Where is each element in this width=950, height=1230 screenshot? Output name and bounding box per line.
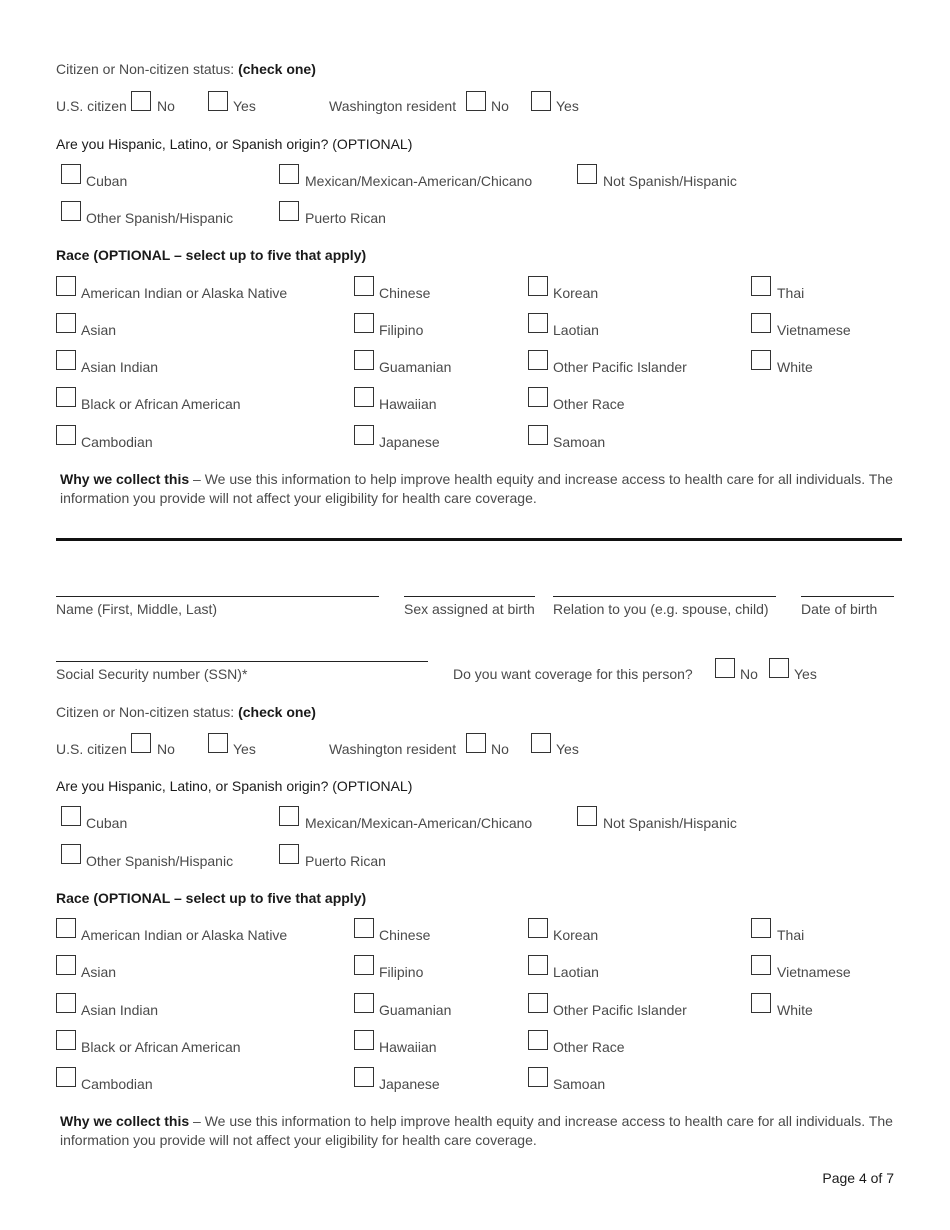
race-label: Other Pacific Islander xyxy=(553,359,687,375)
citizen-status-label: Citizen or Non-citizen status: (check one) xyxy=(56,61,316,77)
hispanic-option-label: Mexican/Mexican-American/Chicano xyxy=(305,173,533,189)
wa-resident-no-checkbox[interactable] xyxy=(466,91,486,111)
hispanic-other-checkbox[interactable] xyxy=(61,201,81,221)
us-citizen-label: U.S. citizen xyxy=(56,98,127,114)
race-label: Laotian xyxy=(553,322,599,338)
hispanic-option-label: Other Spanish/Hispanic xyxy=(86,210,234,226)
race-checkbox[interactable] xyxy=(354,350,374,370)
race-label: Vietnamese xyxy=(777,322,851,338)
race-checkbox[interactable] xyxy=(56,387,76,407)
hispanic-question: Are you Hispanic, Latino, or Spanish origin? (OPTIONAL) xyxy=(56,778,413,794)
race-label: Filipino xyxy=(379,964,424,980)
race-checkbox[interactable] xyxy=(751,993,771,1013)
race-checkbox[interactable] xyxy=(528,955,548,975)
race-checkbox[interactable] xyxy=(751,918,771,938)
yes-label: Yes xyxy=(233,741,256,757)
us-citizen-label: U.S. citizen xyxy=(56,741,127,757)
ssn-line[interactable] xyxy=(56,661,428,662)
race-checkbox[interactable] xyxy=(354,1030,374,1050)
race-checkbox[interactable] xyxy=(354,276,374,296)
no-label: No xyxy=(491,98,509,114)
hispanic-puerto-rican-checkbox[interactable] xyxy=(279,201,299,221)
us-citizen-yes-checkbox[interactable] xyxy=(208,91,228,111)
race-label: Black or African American xyxy=(81,396,241,412)
race-label: Filipino xyxy=(379,322,424,338)
no-label: No xyxy=(157,741,175,757)
race-label: Guamanian xyxy=(379,359,452,375)
page-number: Page 4 of 7 xyxy=(822,1170,894,1186)
race-checkbox[interactable] xyxy=(56,313,76,333)
why-we-collect-note: Why we collect this – We use this information to help improve health equity and increase access to health care for all individuals. The information you provide will not affect your eligibility for health care coverage. xyxy=(60,1113,893,1148)
yes-label: Yes xyxy=(233,98,256,114)
race-label: Asian xyxy=(81,964,117,980)
section-divider xyxy=(56,538,902,541)
wa-resident-no-checkbox[interactable] xyxy=(466,733,486,753)
race-label: Cambodian xyxy=(81,434,153,450)
race-label: Asian Indian xyxy=(81,359,159,375)
race-label: American Indian or Alaska Native xyxy=(81,927,288,943)
us-citizen-yes-checkbox[interactable] xyxy=(208,733,228,753)
race-checkbox[interactable] xyxy=(354,313,374,333)
hispanic-option-label: Mexican/Mexican-American/Chicano xyxy=(305,815,533,831)
race-checkbox[interactable] xyxy=(528,1067,548,1087)
race-label: Thai xyxy=(777,285,805,301)
hispanic-option-label: Not Spanish/Hispanic xyxy=(603,173,737,189)
hispanic-option-label: Cuban xyxy=(86,815,128,831)
race-checkbox[interactable] xyxy=(528,350,548,370)
race-label: Japanese xyxy=(379,434,440,450)
hispanic-mexican-checkbox[interactable] xyxy=(279,806,299,826)
relation-label: Relation to you (e.g. spouse, child) xyxy=(553,601,769,617)
hispanic-not-checkbox[interactable] xyxy=(577,164,597,184)
no-label: No xyxy=(491,741,509,757)
race-checkbox[interactable] xyxy=(56,1067,76,1087)
yes-label: Yes xyxy=(556,98,579,114)
race-label: Other Pacific Islander xyxy=(553,1002,687,1018)
race-checkbox[interactable] xyxy=(56,918,76,938)
race-checkbox[interactable] xyxy=(528,276,548,296)
race-label: Other Race xyxy=(553,396,625,412)
race-checkbox[interactable] xyxy=(528,425,548,445)
race-question: Race (OPTIONAL – select up to five that apply) xyxy=(56,247,367,263)
hispanic-other-checkbox[interactable] xyxy=(61,844,81,864)
dob-label: Date of birth xyxy=(801,601,878,617)
race-label: Asian xyxy=(81,322,117,338)
race-label: Chinese xyxy=(379,285,431,301)
hispanic-mexican-checkbox[interactable] xyxy=(279,164,299,184)
race-checkbox[interactable] xyxy=(751,313,771,333)
hispanic-option-label: Cuban xyxy=(86,173,128,189)
race-checkbox[interactable] xyxy=(56,993,76,1013)
sex-label: Sex assigned at birth xyxy=(404,601,535,617)
dob-line[interactable] xyxy=(801,596,894,597)
coverage-question: Do you want coverage for this person? xyxy=(453,666,693,682)
no-label: No xyxy=(157,98,175,114)
race-label: Korean xyxy=(553,927,599,943)
race-label: Korean xyxy=(553,285,599,301)
race-label: Vietnamese xyxy=(777,964,851,980)
race-label: Chinese xyxy=(379,927,431,943)
hispanic-question: Are you Hispanic, Latino, or Spanish origin? (OPTIONAL) xyxy=(56,136,413,152)
race-question: Race (OPTIONAL – select up to five that apply) xyxy=(56,890,367,906)
ssn-label: Social Security number (SSN)* xyxy=(56,666,248,682)
race-checkbox[interactable] xyxy=(56,276,76,296)
race-checkbox[interactable] xyxy=(354,955,374,975)
race-checkbox[interactable] xyxy=(528,387,548,407)
hispanic-puerto-rican-checkbox[interactable] xyxy=(279,844,299,864)
race-label: Asian Indian xyxy=(81,1002,159,1018)
yes-label: Yes xyxy=(556,741,579,757)
race-label: White xyxy=(777,359,813,375)
race-label: Laotian xyxy=(553,964,599,980)
race-label: Hawaiian xyxy=(379,396,437,412)
race-label: Black or African American xyxy=(81,1039,241,1055)
us-citizen-no-checkbox[interactable] xyxy=(131,733,151,753)
race-label: Guamanian xyxy=(379,1002,452,1018)
race-checkbox[interactable] xyxy=(751,350,771,370)
race-label: Hawaiian xyxy=(379,1039,437,1055)
race-checkbox[interactable] xyxy=(528,993,548,1013)
race-checkbox[interactable] xyxy=(354,993,374,1013)
yes-label: Yes xyxy=(794,666,817,682)
wa-resident-yes-checkbox[interactable] xyxy=(531,91,551,111)
race-checkbox[interactable] xyxy=(528,313,548,333)
race-label: Samoan xyxy=(553,1076,606,1092)
race-label: Samoan xyxy=(553,434,606,450)
race-checkbox[interactable] xyxy=(56,350,76,370)
hispanic-cuban-checkbox[interactable] xyxy=(61,806,81,826)
sex-line[interactable] xyxy=(404,596,535,597)
race-checkbox[interactable] xyxy=(354,1067,374,1087)
race-checkbox[interactable] xyxy=(56,425,76,445)
wa-resident-yes-checkbox[interactable] xyxy=(531,733,551,753)
coverage-no-checkbox[interactable] xyxy=(715,658,735,678)
race-checkbox[interactable] xyxy=(528,918,548,938)
race-checkbox[interactable] xyxy=(751,955,771,975)
race-label: White xyxy=(777,1002,813,1018)
wa-resident-label: Washington resident xyxy=(329,98,457,114)
race-label: Cambodian xyxy=(81,1076,153,1092)
why-we-collect-note: Why we collect this – We use this information to help improve health equity and increase access to health care for all individuals. The information you provide will not affect your eligibility for health care coverage. xyxy=(60,471,893,506)
race-checkbox[interactable] xyxy=(354,387,374,407)
name-label: Name (First, Middle, Last) xyxy=(56,601,218,617)
race-label: American Indian or Alaska Native xyxy=(81,285,288,301)
race-checkbox[interactable] xyxy=(56,955,76,975)
hispanic-option-label: Other Spanish/Hispanic xyxy=(86,853,234,869)
hispanic-not-checkbox[interactable] xyxy=(577,806,597,826)
us-citizen-no-checkbox[interactable] xyxy=(131,91,151,111)
race-checkbox[interactable] xyxy=(354,425,374,445)
coverage-yes-checkbox[interactable] xyxy=(769,658,789,678)
race-label: Japanese xyxy=(379,1076,440,1092)
wa-resident-label: Washington resident xyxy=(329,741,457,757)
race-checkbox[interactable] xyxy=(354,918,374,938)
citizen-status-label: Citizen or Non-citizen status: (check one) xyxy=(56,704,316,720)
hispanic-option-label: Puerto Rican xyxy=(305,853,386,869)
relation-line[interactable] xyxy=(553,596,776,597)
name-line[interactable] xyxy=(56,596,379,597)
race-checkbox[interactable] xyxy=(56,1030,76,1050)
race-checkbox[interactable] xyxy=(528,1030,548,1050)
hispanic-option-label: Not Spanish/Hispanic xyxy=(603,815,737,831)
hispanic-option-label: Puerto Rican xyxy=(305,210,386,226)
race-label: Other Race xyxy=(553,1039,625,1055)
hispanic-cuban-checkbox[interactable] xyxy=(61,164,81,184)
race-checkbox[interactable] xyxy=(751,276,771,296)
no-label: No xyxy=(740,666,758,682)
race-label: Thai xyxy=(777,927,805,943)
